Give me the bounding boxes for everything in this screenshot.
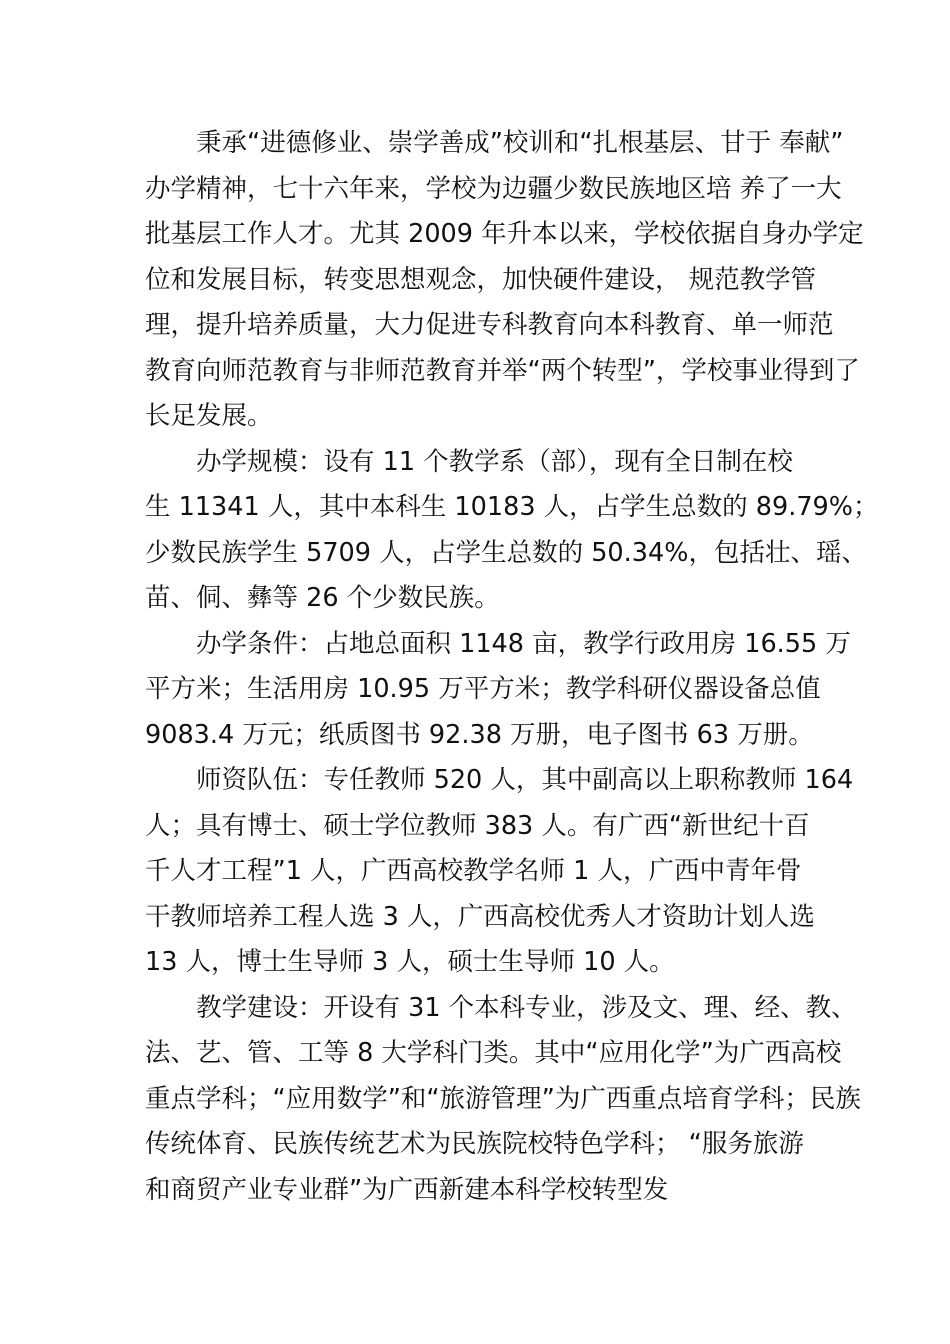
paragraph-conditions <box>145 622 851 759</box>
text-line: 干教师培养工程人选 3 人，广西高校优秀人才资助计划人选 <box>145 901 815 932</box>
text-line: 人；具有博士、硕士学位教师 383 人。有广西“新世纪十百 <box>145 810 810 841</box>
text-line: 9083.4 万元；纸质图书 92.38 万册，电子图书 63 万册。 <box>145 719 814 750</box>
paragraph-scale <box>145 440 879 622</box>
text-line: 生 11341 人，其中本科生 10183 人，占学生总数的 89.79%； <box>145 492 879 522</box>
text-line: 秉承“进德修业、崇学善成”校训和“扎根基层、甘于 奉献” <box>196 128 844 158</box>
text-line: 平方米；生活用房 10.95 万平方米；教学科研仪器设备总值 <box>145 674 821 704</box>
paragraph-teaching <box>145 986 861 1214</box>
text-line: 重点学科；“应用数学”和“旅游管理”为广西重点培育学科；民族 <box>145 1083 861 1114</box>
text-line: 位和发展目标，转变思想观念，加快硬件建设， 规范教学管 <box>145 264 817 295</box>
text-line: 13 人，博士生导师 3 人，硕士生导师 10 人。 <box>145 947 675 977</box>
body-text <box>145 121 879 1213</box>
text-line: 法、艺、管、工等 8 大学科门类。其中“应用化学”为广西高校 <box>145 1038 842 1068</box>
text-line: 办学条件：占地总面积 1148 亩，教学行政用房 16.55 万 <box>196 628 851 659</box>
text-line: 千人才工程”1 人，广西高校教学名师 1 人，广西中青年骨 <box>145 856 802 886</box>
text-line: 教育向师范教育与非师范教育并举“两个转型”，学校事业得到了 <box>145 355 860 386</box>
text-line: 师资队伍：专任教师 520 人，其中副高以上职称教师 164 <box>196 765 854 795</box>
text-line: 教学建设：开设有 31 个本科专业，涉及文、理、经、教、 <box>196 992 857 1023</box>
text-line: 办学精神，七十六年来，学校为边疆少数民族地区培 养了一大 <box>145 173 842 204</box>
paragraph-motto <box>145 121 864 440</box>
text-line: 苗、侗、彝等 26 个少数民族。 <box>145 583 500 613</box>
paragraph-faculty <box>145 758 854 986</box>
text-line: 传统体育、民族传统艺术为民族院校特色学科； “服务旅游 <box>145 1129 804 1159</box>
text-line: 和商贸产业专业群”为广西新建本科学校转型发 <box>145 1174 669 1205</box>
text-line: 长足发展。 <box>145 401 273 431</box>
text-line: 批基层工作人才。尤其 2009 年升本以来，学校依据自身办学定 <box>145 219 864 249</box>
text-line: 理，提升培养质量，大力促进专科教育向本科教育、单一师范 <box>145 310 834 340</box>
text-line: 少数民族学生 5709 人，占学生总数的 50.34%，包括壮、瑶、 <box>145 537 867 568</box>
text-line: 办学规模：设有 11 个教学系（部），现有全日制在校 <box>196 446 793 477</box>
